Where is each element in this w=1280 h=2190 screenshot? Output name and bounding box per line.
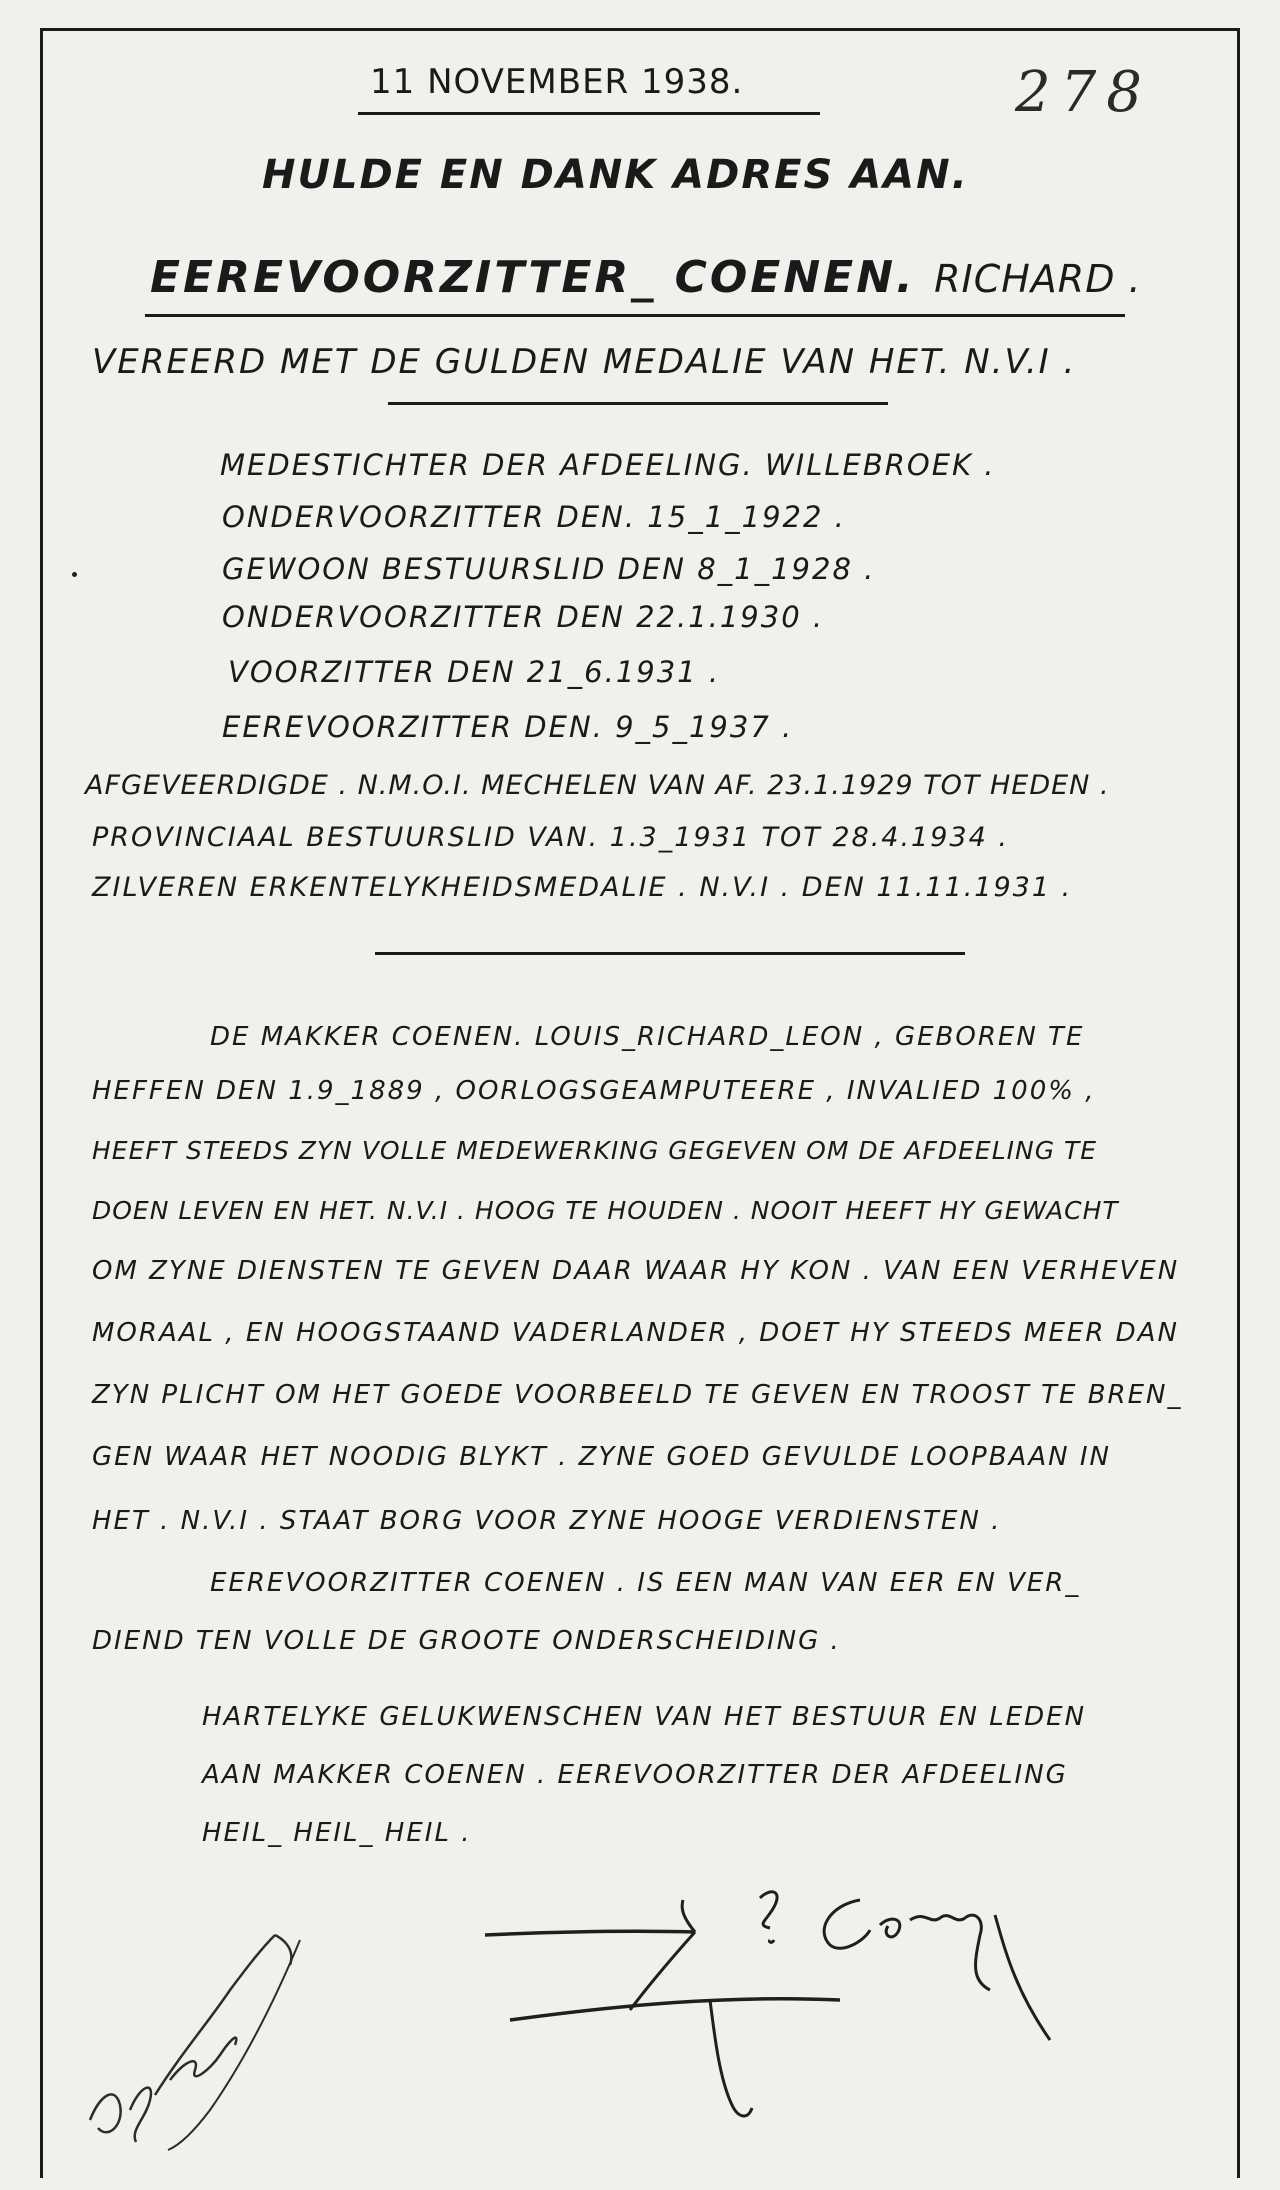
paragraph-line: HEEFT STEEDS ZYN VOLLE MEDEWERKING GEGEVEN OM DE AFDEELING TE [92,1136,1098,1165]
career-item: MEDESTICHTER DER AFDEELING. WILLEBROEK . [220,448,996,482]
paragraph-line: HARTELYKE GELUKWENSCHEN VAN HET BESTUUR EN LEDEN [202,1702,1087,1732]
paragraph-line: GEN WAAR HET NOODIG BLYKT . ZYNE GOED GEVULDE LOOPBAAN IN [92,1442,1111,1472]
paragraph-line: DE MAKKER COENEN. LOUIS_RICHARD_LEON , GEBOREN TE [210,1022,1085,1052]
title-line-1: HULDE EN DANK ADRES AAN. [262,152,969,198]
career-item: EEREVOORZITTER DEN. 9_5_1937 . [222,710,794,744]
paragraph-line: ZYN PLICHT OM HET GOEDE VOORBEELD TE GEVEN EN TROOST TE BREN_ [92,1380,1183,1410]
date-underline [358,112,820,115]
title-line-2 [150,252,1142,303]
paragraph-line: DIEND TEN VOLLE DE GROOTE ONDERSCHEIDING . [92,1626,841,1656]
function-item: AFGEVEERDIGDE . N.M.O.I. MECHELEN VAN AF. 23.1.1929 TOT HEDEN . [85,770,1110,801]
ink-dot [72,572,77,577]
honorary-chairman-name: EEREVOORZITTER_ COENEN. [150,252,916,303]
paragraph-line: HEFFEN DEN 1.9_1889 , OORLOGSGEAMPUTEERE , INVALIED 100% , [92,1076,1096,1106]
left-signature [60,1880,320,2160]
title-underline [145,314,1125,317]
career-item: VOORZITTER DEN 21_6.1931 . [228,655,721,689]
document-date: 11 NOVEMBER 1938. [370,62,744,102]
given-name: RICHARD . [934,257,1142,301]
right-signature [470,1880,1070,2160]
paragraph-line: OM ZYNE DIENSTEN TE GEVEN DAAR WAAR HY KON . VAN EEN VERHEVEN [92,1256,1180,1286]
career-item: ONDERVOORZITTER DEN. 15_1_1922 . [222,500,846,534]
subtitle-underline [388,402,888,405]
paragraph-line: DOEN LEVEN EN HET. N.V.I . HOOG TE HOUDEN . NOOIT HEEFT HY GEWACHT [92,1196,1119,1225]
function-item: PROVINCIAAL BESTUURSLID VAN. 1.3_1931 TOT 28.4.1934 . [92,822,1009,853]
paragraph-line: AAN MAKKER COENEN . EEREVOORZITTER DER AFDEELING [202,1760,1068,1790]
career-item: GEWOON BESTUURSLID DEN 8_1_1928 . [222,552,876,586]
paragraph-line: MORAAL , EN HOOGSTAAND VADERLANDER , DOET HY STEEDS MEER DAN [92,1318,1179,1348]
medal-subtitle: VEREERD MET DE GULDEN MEDALIE VAN HET. N.V.I . [92,342,1077,382]
paragraph-line: EEREVOORZITTER COENEN . IS EEN MAN VAN EER EN VER_ [210,1568,1081,1598]
function-item: ZILVEREN ERKENTELYKHEIDSMEDALIE . N.V.I . DEN 11.11.1931 . [92,872,1073,903]
section-divider [375,952,965,955]
paragraph-line: HEIL_ HEIL_ HEIL . [202,1818,472,1848]
page-number: 278 [1015,60,1152,125]
paragraph-line: HET . N.V.I . STAAT BORG VOOR ZYNE HOOGE VERDIENSTEN . [92,1506,1002,1536]
career-item: ONDERVOORZITTER DEN 22.1.1930 . [222,600,825,634]
